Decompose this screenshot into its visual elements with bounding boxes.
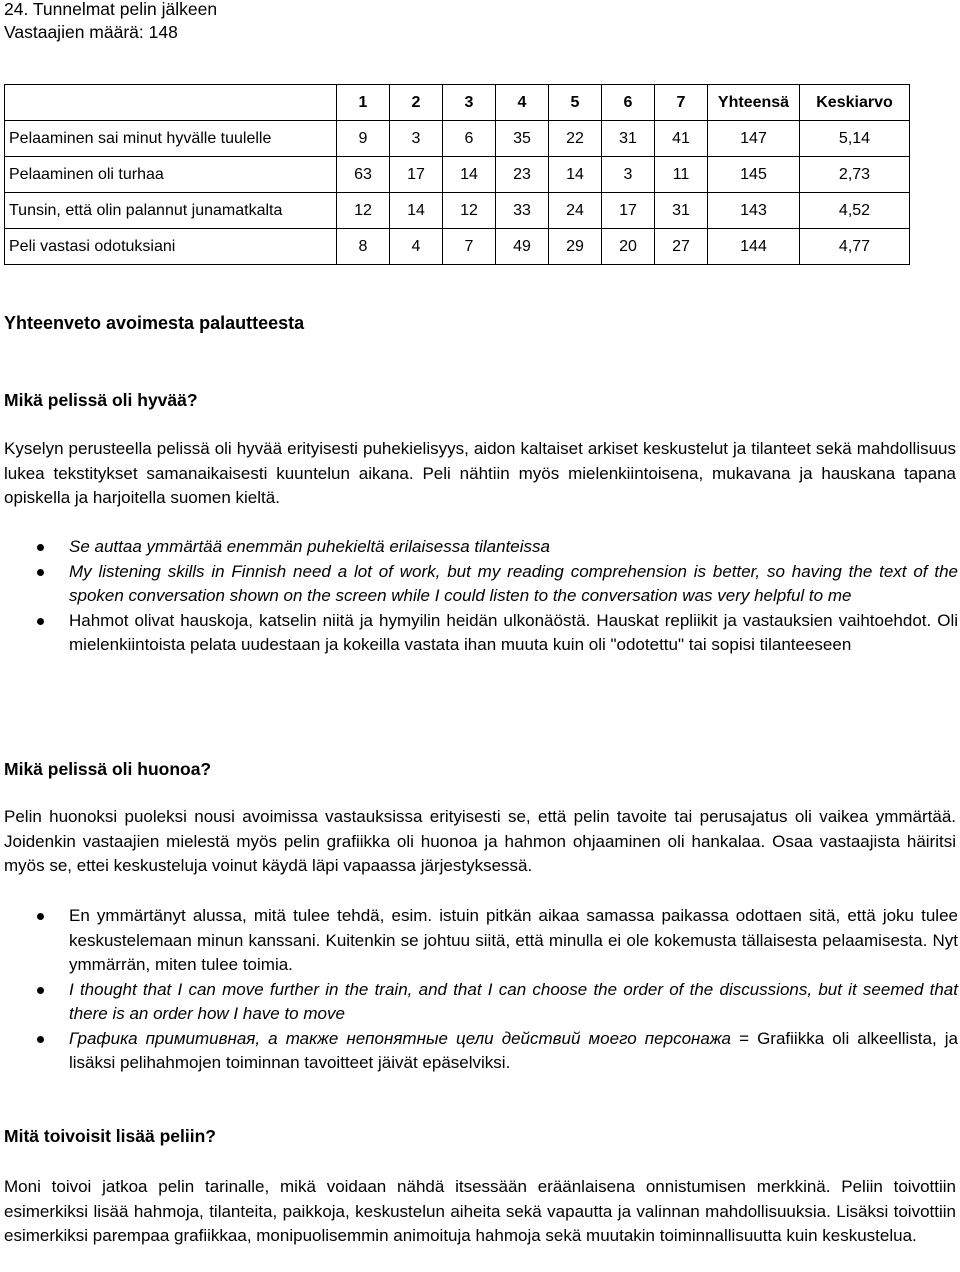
table-header-cell: 2 (390, 85, 443, 121)
table-cell: 143 (708, 193, 800, 229)
table-header-cell: 6 (602, 85, 655, 121)
good-title: Mikä pelissä oli hyvää? (4, 390, 198, 410)
row-label: Peli vastasi odotuksiani (5, 229, 337, 265)
list-item (0, 1027, 958, 1076)
question-title: 24. Tunnelmat pelin jälkeen (4, 0, 218, 19)
bad-paragraph: Pelin huonoksi puoleksi nousi avoimissa vastauksissa erityisesti se, että pelin tavoite tai perusajatus oli vaikea ymmärtää. Joidenkin vastaajien mielestä myös pelin grafiikka oli huonoa ja hahmon ohjaaminen oli hankalaa. Osaa vastaajista häiritsi myös se, ettei keskusteluja voinut käydä läpi vapaassa järjestyksessä. (4, 807, 956, 875)
table-header-cell: 3 (443, 85, 496, 121)
table-cell: 6 (443, 121, 496, 157)
table-cell: 35 (496, 121, 549, 157)
table-cell: 14 (443, 157, 496, 193)
table-cell: 3 (390, 121, 443, 157)
table-cell: 31 (602, 121, 655, 157)
row-label: Pelaaminen oli turhaa (5, 157, 337, 193)
table-cell: 22 (549, 121, 602, 157)
list-item (0, 609, 958, 658)
table-cell: 23 (496, 157, 549, 193)
table-cell: 14 (549, 157, 602, 193)
table-cell: 24 (549, 193, 602, 229)
list-item (0, 560, 958, 609)
list-item (0, 978, 958, 1027)
quote-text: Hahmot olivat hauskoja, katselin niitä ja hymyilin heidän ulkonäöstä. Hauskat repliikit ja vastauksien vaihtoehdot. Oli mielenkiintoista pelata uudestaan ja kokeilla vastata ihan muuta kuin oli "odotettu" tai sopisi tilanteeseen (69, 610, 958, 654)
row-label: Tunsin, että olin palannut junamatkalta (5, 193, 337, 229)
table-cell: 2,73 (800, 157, 910, 193)
bullet (37, 569, 44, 576)
table-cell: 41 (655, 121, 708, 157)
table-cell: 11 (655, 157, 708, 193)
table-cell: 8 (337, 229, 390, 265)
table-cell: 145 (708, 157, 800, 193)
more-title: Mitä toivoisit lisää peliin? (4, 1126, 216, 1146)
quote-text: En ymmärtänyt alussa, mitä tulee tehdä, esim. istuin pitkän aikaa samassa paikassa odottaen sitä, että joku tulee keskustelemaan minun kanssani. Kuitenkin se johtuu siitä, että minulla ei ole kokemusta tällaisesta pelaamisesta. Nyt ymmärrän, miten tulee toimia. (69, 906, 958, 974)
table-cell: 4 (390, 229, 443, 265)
list-item (0, 535, 958, 560)
table-cell: 29 (549, 229, 602, 265)
bullet (37, 1036, 44, 1043)
quote-text: Графика примитивная, а также непонятныe цели действий моего персонажа (69, 1028, 731, 1048)
table-cell: 14 (390, 193, 443, 229)
table-header-cell: Yhteensä (708, 85, 800, 121)
table-row (5, 157, 910, 193)
bad-quotes (0, 904, 958, 1076)
summary-title: Yhteenveto avoimesta palautteesta (4, 313, 305, 333)
quote-text: My listening skills in Finnish need a lot of work, but my reading comprehension is better, so having the text of the spoken conversation shown on the screen while I could listen to the conversation was very helpful to me (69, 561, 958, 605)
good-quotes (0, 535, 958, 658)
good-paragraph: Kyselyn perusteella pelissä oli hyvää erityisesti puhekielisyys, aidon kaltaiset arkiset keskustelut ja tilanteet sekä mahdollisuus lukea tekstitykset samanaikaisesti kuuntelun aikana. Peli nähtiin myös mielenkiintoisena, mukavana ja hauskana tapana opiskella ja harjoitella suomen kieltä. (4, 439, 956, 507)
quote-text: I thought that I can move further in the train, and that I can choose the order of the discussions, but it seemed that there is an order how I have to move (69, 979, 958, 1023)
table-cell: 49 (496, 229, 549, 265)
table-cell: 17 (390, 157, 443, 193)
table-header-cell: 4 (496, 85, 549, 121)
table-cell: 4,77 (800, 229, 910, 265)
table-cell: 4,52 (800, 193, 910, 229)
table-cell: 12 (337, 193, 390, 229)
table-row (5, 121, 910, 157)
table-row (5, 229, 910, 265)
table-cell: 5,14 (800, 121, 910, 157)
table-header-cell: 1 (337, 85, 390, 121)
table-cell: 33 (496, 193, 549, 229)
table-header-cell (5, 85, 337, 121)
table-cell: 7 (443, 229, 496, 265)
quote-translation: = Grafiikka oli alkeellista, ja lisäksi pelihahmojen toiminnan tavoitteet jäivät epäselviksi. (69, 1028, 958, 1072)
bullet (37, 987, 44, 994)
list-item (0, 904, 958, 978)
table-cell: 31 (655, 193, 708, 229)
table-cell: 63 (337, 157, 390, 193)
table-row (5, 193, 910, 229)
more-paragraph: Moni toivoi jatkoa pelin tarinalle, mikä voidaan nähdä itsessään eräänlaisena onnistumisen merkkinä. Peliin toivottiin esimerkiksi lisää hahmoja, tilanteita, paikkoja, keskustelun aiheita sekä vapautta ja valinnan mahdollisuuksia. Lisäksi toivottiin esimerkiksi parempaa grafiikkaa, monipuolisemmin animoituja hahmoja sekä muutakin toiminnallisuutta kuin keskustelua. (4, 1177, 956, 1245)
table-cell: 27 (655, 229, 708, 265)
respondent-count: Vastaajien määrä: 148 (4, 22, 178, 42)
bad-title: Mikä pelissä oli huonoa? (4, 759, 212, 779)
table-header-cell: Keskiarvo (800, 85, 910, 121)
table-header-row (5, 85, 910, 121)
quote-text: Se auttaa ymmärtää enemmän puhekieltä erilaisessa tilanteissa (69, 537, 550, 556)
table-cell: 20 (602, 229, 655, 265)
row-label: Pelaaminen sai minut hyvälle tuulelle (5, 121, 337, 157)
table-cell: 3 (602, 157, 655, 193)
table-header-cell: 5 (549, 85, 602, 121)
bullet (37, 618, 44, 625)
bullet (37, 544, 44, 551)
table-cell: 147 (708, 121, 800, 157)
bullet (37, 913, 44, 920)
table-cell: 17 (602, 193, 655, 229)
table-cell: 9 (337, 121, 390, 157)
results-table (4, 84, 910, 265)
table-header-cell: 7 (655, 85, 708, 121)
table-cell: 144 (708, 229, 800, 265)
table-cell: 12 (443, 193, 496, 229)
